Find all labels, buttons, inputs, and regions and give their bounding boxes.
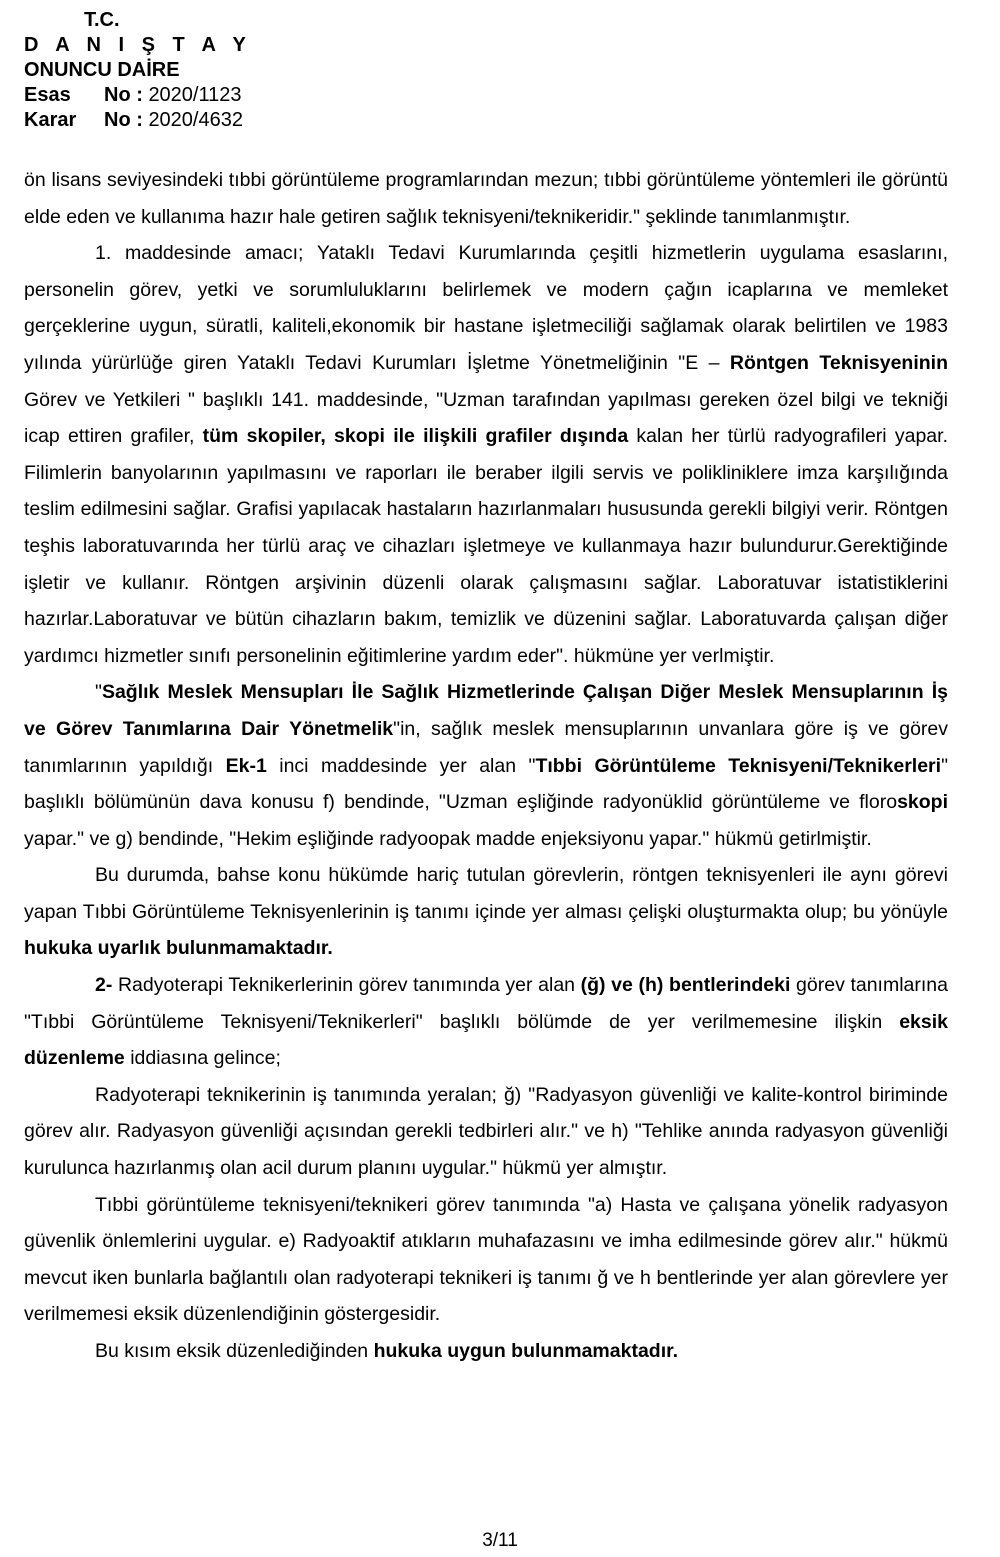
text-run: Radyoterapi teknikerinin iş tanımında yeralan; ğ) "Radyasyon güvenliği ve kalite-kontrol biriminde görev alır. Radyasyon güvenliği açısından gerekli tedbirleri alır." ve h) "Tehlike anında radyasyon güvenliği kurulunca hazırlanmış olan acil durum planını uygular." hükmü yer almıştır. [24,1083,948,1180]
document-header [24,8,252,133]
paragraph-2 [24,674,948,857]
esas-number: 2020/1123 [148,84,242,106]
bold-run: eksik düzenleme [24,1010,948,1070]
paragraph-3 [24,857,948,967]
bold-run: Ek-1 [225,754,267,777]
text-run: Radyoterapi Teknikerlerinin görev tanımında yer alan [112,974,581,997]
document-body [24,162,948,1370]
bold-run: (ğ) ve (h) bentlerindeki [580,974,791,997]
bold-run: hukuka uygun bulunmamaktadır. [373,1340,679,1362]
esas-label: Esas [24,84,71,106]
bold-run: 2- [95,974,113,997]
esas-no-label: No : [104,84,149,106]
karar-label: Karar [24,109,77,131]
paragraph-1 [24,235,948,674]
text-run: ön lisans seviyesindeki tıbbi görüntüleme programlarından mezun; tıbbi görüntüleme yöntemleri ile görüntü elde eden ve kullanıma hazır hale getiren sağlık teknisyeni/teknikeridir." şeklinde tanımlanmıştır. [24,169,948,228]
text-run: yapar." ve g) bendinde, "Hekim eşliğinde radyoopak madde enjeksiyonu yapar." hükmü getirlmiştir. [24,827,872,850]
paragraph-4 [24,967,948,1077]
page-number: 3/11 [482,1530,518,1551]
bold-run: Röntgen Teknisyeninin [729,351,948,374]
text-run: 1. maddesinde amacı; Yataklı Tedavi Kurumlarında çeşitli hizmetlerin uygulama esaslarını, personelin görev, yetki ve sorumluluklarını belirlemek ve modern çağın icaplarına ve memleket gerçeklerine uygun, süratli, kaliteli,ekonomik bir hastane işletmeciliği sağlamak olarak belirtilen ve 1983 yılında yürürlüğe giren Yataklı Tedavi Kurumları İşletme Yönetmeliğinin "E – [24,242,948,374]
text-run: görev tanımlarına "Tıbbi Görüntüleme Teknisyeni/Teknikerleri" başlıklı bölümde de yer verilmemesine ilişkin [24,974,948,1033]
text-run: Tıbbi görüntüleme teknisyeni/teknikeri görev tanımında "a) Hasta ve çalışana yönelik radyasyon güvenlik önlemlerini uygular. e) Radyoaktif atıkların muhafazasını ve imha edilmesinde görev alır." hükmü mevcut iken bunlarla bağlantılı olan radyoterapi teknikeri iş tanımı ğ ve h bentlerinde yer alan görevlere yer verilmemesi eksik düzenlendiğinin göstergesidir. [24,1193,948,1326]
header-chamber: ONUNCU DAİRE [24,59,180,81]
paragraph-7 [24,1333,948,1370]
bold-run: hukuka uyarlık bulunmamaktadır. [24,937,333,960]
text-run: Bu kısım eksik düzenlediğinden [95,1340,374,1362]
bold-run: tüm skopiler, skopi ile ilişkili grafiler dışında [202,425,629,448]
text-run: "in, sağlık meslek mensuplarının unvanlara göre iş ve görev tanımlarının yapıldığı [24,717,948,777]
text-run: Bu durumda, bahse konu hükümde hariç tutulan görevlerin, röntgen teknisyenleri ile aynı görevi yapan Tıbbi Görüntüleme Teknisyenlerinin iş tanımı içinde yer alması çelişki oluşturmakta olup; bu yönüyle [24,864,948,923]
karar-no-label: No : [104,109,149,131]
karar-number: 2020/4632 [148,109,243,131]
bold-run: Tıbbi Görüntüleme Teknisyeni/Teknikerleri [535,754,942,777]
bold-run: skopi [897,791,948,814]
text-run: " [95,681,102,704]
text-run: kalan her türlü radyografileri yapar. Filimlerin banyolarının yapılmasını ve raporları ile beraber ilgili servis ve polikliniklere imza karşılığında teslim edilmesini sağlar. Grafisi yapılacak hastaların hazırlanmaları hususunda gerekli bilgiyi verir. Röntgen teşhis laboratuvarında her türlü araç ve cihazları işletmeye ve kullanmaya hazır bulundurur.Gerektiğinde işletir ve kullanır. Röntgen arşivinin düzenli olarak çalışmasını sağlar. Laboratuvar istatistiklerini hazırlar.Laboratuvar ve bütün cihazların bakım, temizlik ve düzenini sağlar. Laboratuvarda çalışan diğer yardımcı hizmetler sınıfı personelinin eğitimlerine yardım eder". hükmüne yer verlmiştir. [24,425,948,667]
text-run: inci maddesinde yer alan " [266,754,536,777]
paragraph-0 [24,162,948,235]
text-run: Görev ve Yetkileri " başlıklı 141. maddesinde, "Uzman tarafından yapılması gereken özel bilgi ve tekniği icap ettiren grafiler, [24,388,948,448]
text-run: " başlıklı bölümünün dava konusu f) bendinde, "Uzman eşliğinde radyonüklid görüntüleme ve floro [24,754,948,814]
karar-row [24,108,252,133]
bold-run: Sağlık Meslek Mensupları İle Sağlık Hizmetlerinde Çalışan Diğer Meslek Mensuplarının İş ve Görev Tanımlarına Dair Yönetmelik [24,681,948,740]
header-tc: T.C. [84,9,120,31]
header-court: D A N I Ş T A Y [24,34,252,56]
esas-row [24,83,252,108]
paragraph-5 [24,1077,948,1187]
text-run: iddiasına gelince; [124,1047,281,1070]
paragraph-6 [24,1187,948,1333]
